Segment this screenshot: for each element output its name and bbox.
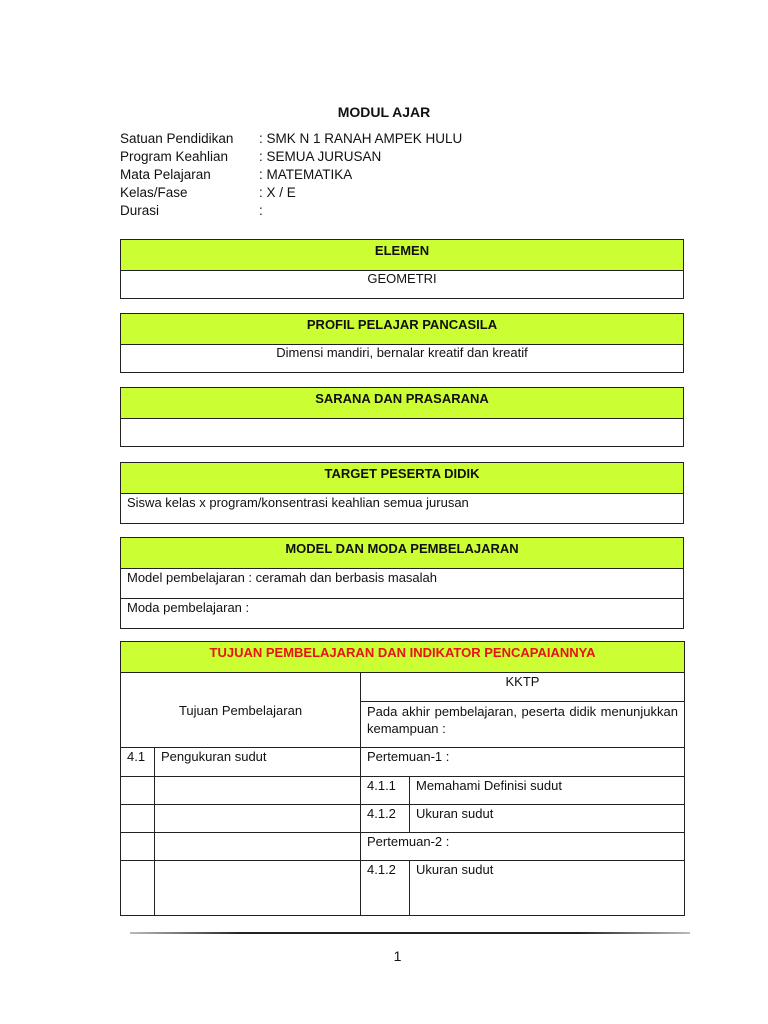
indicator-text: Memahami Definisi sudut <box>410 777 685 805</box>
empty-cell <box>121 805 155 833</box>
indicator-number: 4.1.1 <box>361 777 410 805</box>
empty-cell <box>155 833 361 861</box>
indicator-number: 4.1.2 <box>361 805 410 833</box>
model-header: MODEL DAN MODA PEMBELAJARAN <box>121 538 684 569</box>
empty-cell <box>155 861 361 916</box>
info-row <box>120 130 462 148</box>
kktp-label: KKTP <box>361 673 685 702</box>
model-table <box>120 537 684 629</box>
info-value: : MATEMATIKA <box>259 167 353 182</box>
info-row <box>120 202 462 220</box>
info-label: Durasi <box>120 203 160 218</box>
document-title: MODUL AJAR <box>337 104 431 120</box>
indicator-text: Ukuran sudut <box>410 861 685 916</box>
elemen-table <box>120 239 684 299</box>
indicator-text: Ukuran sudut <box>410 805 685 833</box>
target-table <box>120 462 684 524</box>
info-label: Mata Pelajaran <box>120 167 211 182</box>
sarana-value <box>121 419 684 447</box>
profil-value: Dimensi mandiri, bernalar kreatif dan kreatif <box>121 345 684 373</box>
footer-divider <box>130 932 690 934</box>
info-row <box>120 166 462 184</box>
sarana-table <box>120 387 684 447</box>
info-row <box>120 184 462 202</box>
sarana-header: SARANA DAN PRASARANA <box>121 388 684 419</box>
tujuan-table <box>120 641 685 916</box>
target-value: Siswa kelas x program/konsentrasi keahlian semua jurusan <box>121 494 684 524</box>
info-value: : <box>259 203 263 218</box>
info-label: Kelas/Fase <box>120 185 188 200</box>
tujuan-header: TUJUAN PEMBELAJARAN DAN INDIKATOR PENCAPAIANNYA <box>121 642 685 673</box>
elemen-header: ELEMEN <box>121 240 684 271</box>
empty-cell <box>121 777 155 805</box>
tp-text: Pengukuran sudut <box>155 748 361 777</box>
profil-table <box>120 313 684 373</box>
elemen-value: GEOMETRI <box>121 271 684 299</box>
info-value: : SMK N 1 RANAH AMPEK HULU <box>259 131 463 146</box>
moda-text: Moda pembelajaran : <box>121 599 684 629</box>
info-label: Program Keahlian <box>120 149 229 164</box>
meeting-2: Pertemuan-2 : <box>361 833 685 861</box>
meeting-1: Pertemuan-1 : <box>361 748 685 777</box>
target-header: TARGET PESERTA DIDIK <box>121 463 684 494</box>
empty-cell <box>121 833 155 861</box>
empty-cell <box>121 861 155 916</box>
info-label: Satuan Pendidikan <box>120 131 234 146</box>
profil-header: PROFIL PELAJAR PANCASILA <box>121 314 684 345</box>
empty-cell <box>155 777 361 805</box>
info-row <box>120 148 462 166</box>
tp-number: 4.1 <box>121 748 155 777</box>
tp-label: Tujuan Pembelajaran <box>121 673 361 748</box>
info-value: : SEMUA JURUSAN <box>259 149 382 164</box>
indicator-number: 4.1.2 <box>361 861 410 916</box>
kktp-desc: Pada akhir pembelajaran, peserta didik menunjukkan kemampuan : <box>361 702 685 748</box>
identity-block <box>120 130 462 220</box>
model-text: Model pembelajaran : ceramah dan berbasis masalah <box>121 569 684 599</box>
empty-cell <box>155 805 361 833</box>
info-value: : X / E <box>259 185 296 200</box>
page-number: 1 <box>393 948 402 964</box>
